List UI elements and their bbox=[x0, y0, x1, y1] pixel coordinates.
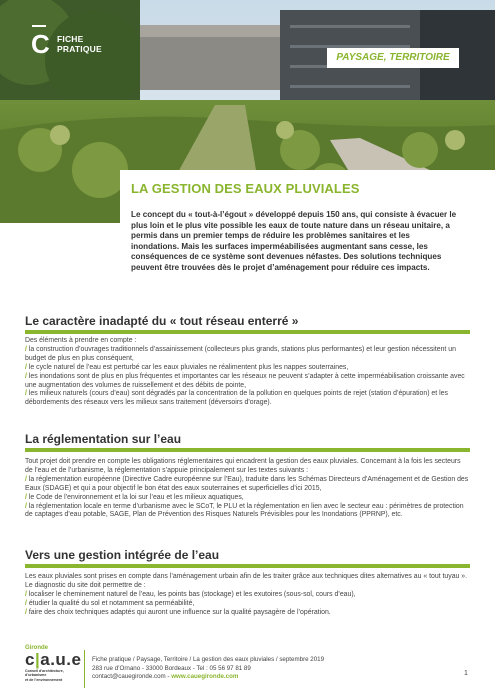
logo-region: Gironde bbox=[25, 645, 49, 651]
slash-bullet-icon: / bbox=[25, 502, 29, 510]
page-number: 1 bbox=[464, 670, 468, 677]
slash-bullet-icon: / bbox=[25, 599, 29, 607]
footer-email: contact@cauegironde.com - bbox=[92, 673, 172, 681]
list-item: / étudier la qualité du sol et notamment sa perméabilité, bbox=[25, 599, 195, 607]
section-3-underline bbox=[25, 564, 470, 568]
section-1-body bbox=[25, 337, 470, 408]
section-3-lead-2: Le diagnostic du site doit permettre de : bbox=[25, 581, 146, 589]
fiche-line-1: FICHE bbox=[57, 34, 84, 44]
footer-divider bbox=[84, 650, 85, 688]
slash-bullet-icon: / bbox=[25, 493, 29, 501]
footer-url-link[interactable]: www.cauegironde.com bbox=[171, 673, 239, 681]
footer-line-2: 283 rue d’Ornano - 33000 Bordeaux - Tel : 05 56 97 81 89 bbox=[92, 664, 251, 672]
fiche-line-2: PRATIQUE bbox=[57, 44, 102, 54]
list-item: / la construction d’ouvrages traditionnels d’assainissement (collecteurs plus grands, stations plus performantes) et leur gestion nécessitent un budget de plus en plus conséquent, bbox=[25, 345, 456, 362]
section-3-lead: Les eaux pluviales sont prises en compte dans l’aménagement urbain afin de les traiter grâce aux techniques dites alternatives au « tout tuyau ». bbox=[25, 573, 468, 580]
section-2-underline bbox=[25, 448, 470, 452]
section-3-title: Vers une gestion intégrée de l’eau bbox=[25, 548, 220, 562]
section-1-underline bbox=[25, 330, 470, 334]
section-2-title: La réglementation sur l’eau bbox=[25, 432, 182, 446]
logo-wordmark: c|a.u.e bbox=[25, 650, 82, 669]
footer-line-3 bbox=[92, 673, 324, 682]
section-2-lead: Tout projet doit prendre en compte les obligations réglementaires qui encadrent la gestion des eaux pluviales. Concernant à la fois les secteurs de l’eau et de l’urbanisme, la réglementation s’appuie principalement sur les textes suivants : bbox=[25, 458, 461, 474]
slash-bullet-icon: / bbox=[25, 372, 29, 380]
category-tag bbox=[327, 48, 459, 68]
slash-bullet-icon: / bbox=[25, 475, 29, 483]
page-title: LA GESTION DES EAUX PLUVIALES bbox=[131, 181, 360, 196]
slash-bullet-icon: / bbox=[25, 345, 29, 353]
caue-logo bbox=[25, 645, 85, 682]
slash-bullet-icon: / bbox=[25, 390, 29, 398]
list-item: / le cycle naturel de l’eau est perturbé car les eaux pluviales ne réalimentent plus les nappes souterraines, bbox=[25, 363, 349, 371]
section-heading-3 bbox=[25, 548, 470, 562]
section-heading-1 bbox=[25, 314, 470, 328]
slash-bullet-icon: / bbox=[25, 608, 29, 616]
section-2-body bbox=[25, 458, 470, 520]
list-item: / les inondations sont de plus en plus fréquentes et importantes car les réseaux ne peuvent s’adapter à cette imperméabilisation croissante avec une augmentation des volumes de ruissellement et des débits de pointe, bbox=[25, 372, 465, 389]
list-item: / la réglementation locale en terme d’urbanisme avec le SCoT, le PLU et la réglementation en lien avec le secteur eau : périmètres de protection de captages d’eau potable, SAGE, Plan de Prévention des Risques Naturels Prévisibles pour les Inondations (PPRNP), etc. bbox=[25, 502, 464, 519]
logo-subtitle: Conseil d’architecture, d’urbanisme et de l’environnement bbox=[25, 669, 64, 682]
section-3-body bbox=[25, 573, 470, 618]
intro-paragraph: Le concept du « tout-à-l’égout » développé depuis 150 ans, qui consiste à évacuer le plus loin et le plus vite possible les eaux de toute nature dans un réseau unitaire, a permis dans un premier temps de réduire les problèmes sanitaires et les inondations. Mais les surfaces imperméabilisées augmentant sans cesse, les conséquences de ce système sont devenues néfastes. Des solutions techniques peuvent être trouvées dès le projet d’aménagement pour réduire ces impacts. bbox=[131, 210, 457, 272]
list-item: / localiser le cheminement naturel de l’eau, les points bas (stockage) et les exutoires (sous-sol, cours d’eau), bbox=[25, 590, 356, 598]
list-item: / le Code de l’environnement et la loi sur l’eau et les milieux aquatiques, bbox=[25, 493, 244, 501]
section-1-title: Le caractère inadapté du « tout réseau enterré » bbox=[25, 314, 299, 328]
list-item: / faire des choix techniques adaptés qui auront une influence sur la qualité paysagère de l’opération. bbox=[25, 608, 331, 616]
slash-bullet-icon: / bbox=[25, 590, 29, 598]
category-label: PAYSAGE, TERRITOIRE bbox=[336, 52, 450, 63]
fiche-logo-letter: C bbox=[31, 29, 50, 59]
list-item: / les milieux naturels (cours d’eau) sont dégradés par la concentration de la pollution en quelques points de rejet (station d’épuration) et les débordements des réseaux vers les milieux sans traitement (déversoirs d’orage). bbox=[25, 390, 448, 407]
section-1-lead: Des éléments à prendre en compte : bbox=[25, 337, 137, 344]
section-heading-2 bbox=[25, 432, 470, 446]
logo-bar bbox=[32, 25, 46, 27]
fiche-label bbox=[57, 34, 102, 54]
footer-line-1: Fiche pratique / Paysage, Territoire / La gestion des eaux pluviales / septembre 2019 bbox=[92, 656, 325, 663]
footer-info bbox=[92, 656, 324, 682]
list-item: / la réglementation européenne (Directive Cadre européenne sur l’Eau), traduite dans les Schémas Directeurs d’Aménagement et de Gestion des Eaux (SDAGE) et qui a pour objectif le bon état des eaux souterraines et superficielles d’ici 2015, bbox=[25, 475, 469, 492]
slash-bullet-icon: / bbox=[25, 363, 29, 371]
